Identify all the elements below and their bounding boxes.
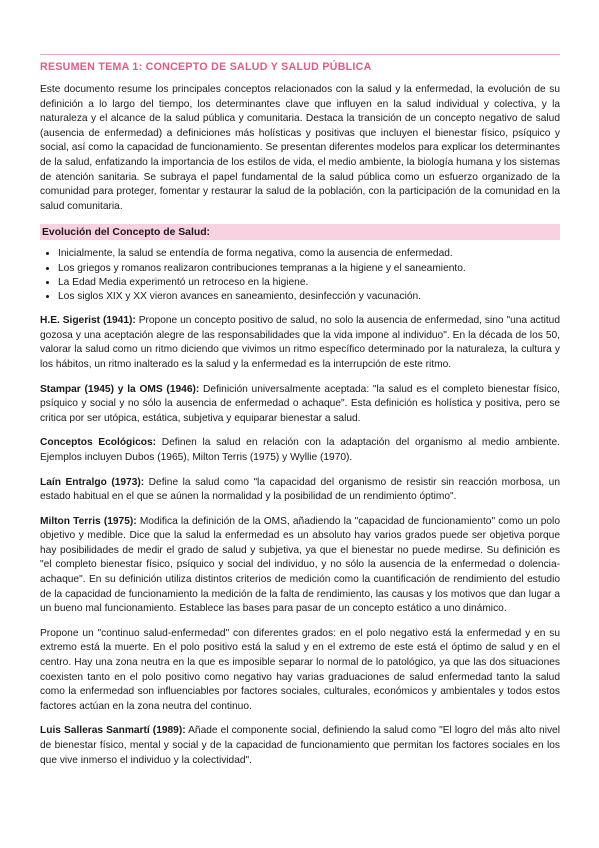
paragraph-text: Propone un concepto positivo de salud, no solo la ausencia de enfermedad, sino "una actitud gozosa y una aceptación alegre de las responsabilidades que la vida impone al individuo". En la década de los 50, valorar la salud como un ritmo diciendo que vivimos un ritmo específico determinado por la naturaleza, la cultura y los hábitos, un ritmo inalterado es la salud y la enfermedad es la interrupción de este ritmo. [40,315,560,370]
document-title: RESUMEN TEMA 1: CONCEPTO DE SALUD Y SALUD PÚBLICA [40,61,372,73]
list-item: • La Edad Media experimentó un retroceso en la higiene. [58,276,560,290]
paragraph-lead: Stampar (1945) y la OMS (1946): [40,383,200,395]
paragraph-text: Propone un "continuo salud-enfermedad" con diferentes grados: en el polo negativo está la enfermedad y en su extremo está la muerte. En el polo positivo está la salud y en el extremo de este está el óptimo de salud y en el centro. Hay una zona neutra en la que es imposible separar lo normal de lo patológico, ya que las dos situaciones coexisten tanto en el polo positivo como negativo hay varias graduaciones de salud enfermedad tanto la salud como la enfermedad son influenciables por factores sociales, culturales, económicos y ambientales y todos estos factores actúan en la zona neutra del continuo. [40,627,560,712]
paragraph-text: Definen la salud en relación con la adaptación del organismo al medio ambiente. Ejemplos incluyen Dubos (1965), Milton Terris (1975) y Wyllie (1970). [40,437,560,463]
intro-paragraph: Este documento resume los principales conceptos relacionados con la salud y la enfermedad, la evolución de su definición a lo largo del tiempo, los determinantes clave que influyen en la salud individual y colectiva, y la naturaleza y el alcance de la salud pública y comunitaria. Destaca la transición de un concepto negativo de salud (ausencia de enfermedad) a definiciones más holísticas y positivas que incluyen el bienestar físico, psíquico y social, así como la capacidad de funcionamiento. Se presentan diferentes modelos para explicar los determinantes de la salud, enfatizando la importancia de los estilos de vida, el medio ambiente, la biología humana y los sistemas de atención sanitaria. Se subraya el papel fundamental de la salud pública como un esfuerzo organizado de la comunidad para proteger, fomentar y restaurar la salud de la población, con la participación de la comunidad en la salud comunitaria. [40,84,560,212]
paragraph-stampar-oms [40,383,560,427]
paragraph-continuo [40,627,560,715]
list-item: • Los siglos XIX y XX vieron avances en saneamiento, desinfección y vacunación. [58,290,560,304]
title-bar [40,54,560,73]
paragraph-salleras [40,724,560,768]
paragraph-text: Modifica la definición de la OMS, añadiendo la "capacidad de funcionamiento" como un polo objetivo y medible. Dice que la salud la enfermedad es un absoluto hay varios grados puede ser objetiva porque hay posibilidades de medir el grado de salud y subjetiva, ya que el bienestar no puede medirse. Su definición es "el completo bienestar físico, psíquico y social del individuo, y no sólo la ausencia de la enfermedad o dolencia-achaque". En su definición utiliza distintos criterios de medición como la cuantificación de rendimiento del estudio de la capacidad de funcionamiento la medición de la falta de rendimiento, las causas y los motivos que dan lugar a un bueno mal funcionamiento. Establece las bases para pasar de un concepto estático a uno dinámico. [40,515,560,615]
paragraph-text: Definición universalmente aceptada: "la salud es el completo bienestar físico, psíquico y social y no sólo la ausencia de enfermedad o achaque". Esta definición es holística y positiva, pero se critica por ser utópica, estática, subjetiva y equiparar bienestar a salud. [40,383,560,424]
paragraph-lead: Conceptos Ecológicos: [40,437,157,449]
list-item: • Los griegos y romanos realizaron contribuciones tempranas a la higiene y el saneamiento. [58,262,560,276]
paragraph-text: Define la salud como "la capacidad del organismo de resistir sin reacción morbosa, un estado habitual en el que se aúnen la normalidad y la posibilidad de un rendimiento óptimo". [40,476,560,503]
paragraph-lead: Luis Salleras Sanmartí (1989): [40,725,186,737]
paragraph-text: Añade el componente social, definiendo la salud como "El logro del más alto nivel de bienestar físico, mental y social y de la capacidad de funcionamiento que permitan los factores sociales en los que vive inmerso el individuo y la colectividad". [40,725,560,766]
paragraph-milton-terris [40,515,560,617]
list-item: • Inicialmente, la salud se entendía de forma negativa, como la ausencia de enfermedad. [58,247,560,261]
paragraph-lead: Milton Terris (1975): [40,515,137,527]
paragraph-lead: H.E. Sigerist (1941): [40,315,136,327]
bullet-list [40,247,560,304]
paragraph-ecologicos [40,436,560,465]
paragraph-lain-entralgo [40,476,560,505]
paragraph-lead: Laín Entralgo (1973): [40,476,145,488]
section-heading: Evolución del Concepto de Salud: [40,224,560,240]
paragraph-sigerist [40,314,560,372]
